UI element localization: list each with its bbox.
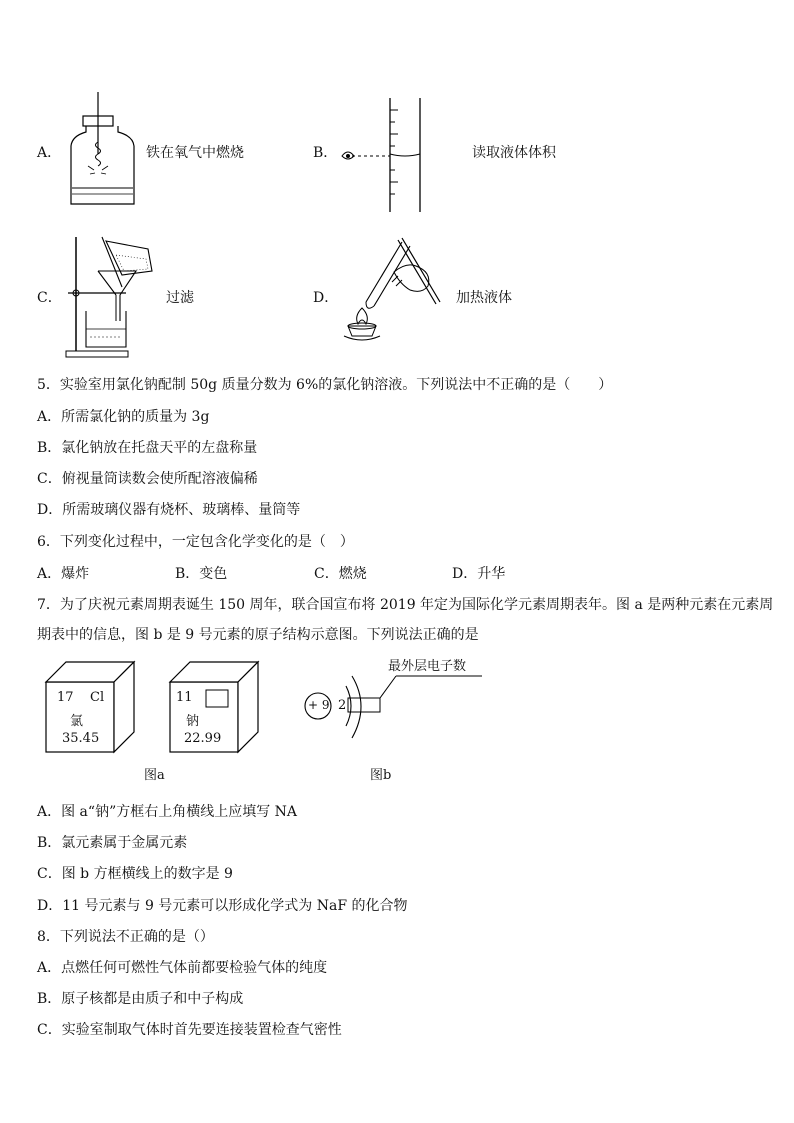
- sodium-atomic-number: 11: [176, 690, 193, 705]
- option-text: 读取液体体积: [472, 145, 556, 161]
- option-d: D．11 号元素与 9 号元素可以形成化学式为 NaF 的化合物: [37, 898, 408, 914]
- nucleus-charge: + 9: [308, 698, 330, 712]
- option-label: A．: [37, 145, 62, 161]
- option-c: C．俯视量筒读数会使所配溶液偏稀: [37, 471, 258, 487]
- figure-b-caption: 图b: [370, 768, 392, 783]
- option-label: D．: [313, 290, 339, 306]
- option-d: D．升华: [452, 566, 506, 582]
- option-c: C．实验室制取气体时首先要连接装置检查气密性: [37, 1022, 342, 1038]
- inner-shell-electrons: 2: [338, 698, 347, 713]
- option-a: A．图 a“钠”方框右上角横线上应填写 NA: [37, 804, 298, 820]
- option-b: B．原子核都是由质子和中子构成: [37, 991, 244, 1007]
- option-text: 加热液体: [456, 290, 512, 306]
- option-d: D．所需玻璃仪器有烧杯、玻璃棒、量筒等: [37, 502, 301, 518]
- option-a: A．所需氯化钠的质量为 3g: [37, 409, 210, 425]
- fluorine-atom-structure-figure: [300, 672, 490, 754]
- option-b: B．变色: [175, 566, 228, 582]
- chlorine-symbol: Cl: [90, 690, 105, 705]
- question-stem-line-1: 7．为了庆祝元素周期表诞生 150 周年，联合国宣布将 2019 年定为国际化学元素周期表年。图 a 是两种元素在元素周: [37, 597, 774, 613]
- question-stem: 5．实验室用氯化钠配制 50g 质量分数为 6%的氯化钠溶液。下列说法中不正确的是（ ）: [37, 377, 613, 393]
- option-a: A．点燃任何可燃性气体前都要检验气体的纯度: [37, 960, 328, 976]
- option-b: B．氯化钠放在托盘天平的左盘称量: [37, 440, 258, 456]
- option-a: A．爆炸: [37, 566, 90, 582]
- read-liquid-volume-figure: [338, 96, 428, 214]
- option-c: C．燃烧: [314, 566, 367, 582]
- outermost-electrons-callout: 最外层电子数: [388, 659, 467, 674]
- option-text: 过滤: [166, 290, 194, 306]
- sodium-name: 钠: [186, 714, 200, 729]
- question-stem-line-2: 期表中的信息，图 b 是 9 号元素的原子结构示意图。下列说法正确的是: [37, 627, 479, 643]
- option-label: C．: [37, 290, 62, 306]
- figure-a-caption: 图a: [144, 768, 165, 783]
- chlorine-atomic-mass: 35.45: [62, 731, 100, 746]
- question-stem: 8．下列说法不正确的是（）: [37, 929, 214, 945]
- option-c: C．图 b 方框横线上的数字是 9: [37, 866, 233, 882]
- option-b: B．氯元素属于金属元素: [37, 835, 188, 851]
- option-text: 铁在氧气中燃烧: [146, 145, 244, 161]
- chlorine-atomic-number: 17: [57, 690, 74, 705]
- filtration-figure: [64, 233, 164, 359]
- option-label: B．: [313, 145, 338, 161]
- sodium-atomic-mass: 22.99: [184, 731, 222, 746]
- question-stem: 6．下列变化过程中，一定包含化学变化的是（ ）: [37, 534, 354, 550]
- heating-liquid-figure: [336, 232, 446, 347]
- chlorine-name: 氯: [70, 714, 84, 729]
- iron-burning-in-oxygen-figure: [68, 92, 140, 208]
